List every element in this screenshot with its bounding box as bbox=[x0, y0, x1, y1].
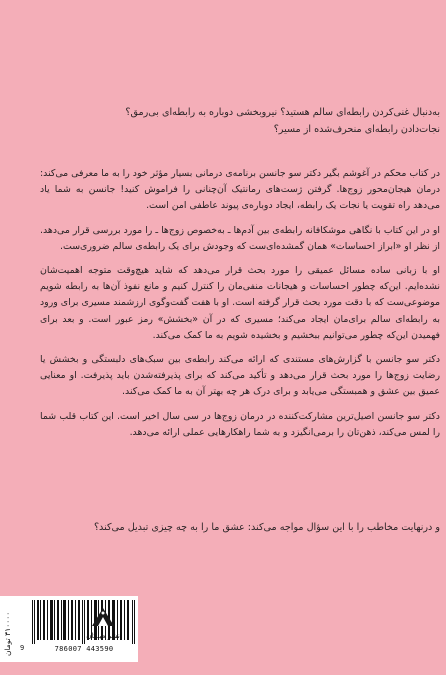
blurb-paragraph-4: دکتر سو جانسن با گزارش‌های مستندی که ارائه می‌کند رابطه‌ی بین سبک‌های دلبستگی و بخشش یا رضایت زوج‌ها را مورد بحث قرار می‌دهد و تأکید می‌کند که برای پذیرفته‌شدن باید پذیرفت. او معنایی عمیق بین عشق و همبستگی می‌یابد و برای درک هر چه بهتر آن به ما کمک می‌کند. bbox=[40, 354, 440, 398]
intro-line-2: نجات‌دادن رابطه‌ای منحرف‌شده از مسیر؟ bbox=[273, 124, 440, 135]
blurb-paragraph-2: او در این کتاب با نگاهی موشکافانه رابطه‌ی بین آدم‌ها ـ به‌خصوص زوج‌ها ـ را مورد بررسی قرار می‌دهد. از نظر او «ابراز احساسات» همان گمشده‌ای‌ست که وجودش برای یک رابطه‌ی سالم ضروری‌ست. bbox=[40, 224, 440, 252]
intro-line-1: به‌دنبال غنی‌کردن رابطه‌ای سالم هستید؟ نیروبخشی دوباره به رابطه‌ای بی‌رمق؟ bbox=[125, 107, 440, 118]
barcode-number: 786007 443590 bbox=[54, 645, 114, 653]
price-label bbox=[0, 596, 19, 662]
price-text: ۳۱۰۰۰۰ تومان bbox=[3, 611, 12, 656]
barcode bbox=[18, 596, 138, 662]
publisher-name: نشر میلکان bbox=[86, 632, 120, 640]
blurb-paragraph-1: در کتاب محکم در آغوشم بگیر دکتر سو جانسن برنامه‌ی درمانی بسیار مؤثر خود را به ما معرفی می‌کند: درمان هیجان‌محور زوج‌ها. گرفتن ژست‌های رمانتیک آن‌چنانی را فراموش کنید! جانسن به شما یاد می‌دهد راه تقویت یا نجات یک رابطه، ایجاد دوباره‌ی پیوند عاطفی امن است. bbox=[40, 168, 440, 212]
barcode-bars bbox=[32, 600, 136, 644]
publisher-logo-icon bbox=[90, 604, 116, 630]
intro-questions bbox=[40, 104, 440, 138]
blurb-paragraph-5: دکتر سو جانسن اصیل‌ترین مشارکت‌کننده در درمان زوج‌ها در سی سال اخیر است. این کتاب قلب شما را لمس می‌کند، ذهن‌تان را برمی‌انگیزد و به شما راهکارهایی عملی ارائه می‌دهد. bbox=[40, 410, 440, 438]
barcode-lead-digit: 9 bbox=[20, 644, 25, 652]
blurb-body bbox=[40, 166, 440, 449]
blurb-paragraph-3: او با زبانی ساده مسائل عمیقی را مورد بحث قرار می‌دهد که شاید هیچ‌وقت متوجه اهمیت‌شان نشده‌ایم. این‌که چطور احساسات و هیجانات منفی‌مان را کنترل کنیم و مانع نفوذ آن‌ها به رابطه شویم موضوعی‌ست که با دقت مورد بحث قرار گرفته است. او با هفت گفت‌وگوی ارزشمند مسیری برای ورود به رابطه‌ای سالم برای‌مان ایجاد می‌کند؛ مسیری که در آن «بخشش» رمز عبور است. و بعد برای فهمیدن این‌که چطور می‌توانیم ببخشیم و بخشیده شویم به ما کمک می‌کند. bbox=[40, 265, 440, 341]
closing-question: و درنهایت مخاطب را با این سؤال مواجه می‌کند: عشق ما را به چه چیزی تبدیل می‌کند؟ bbox=[93, 522, 440, 533]
publisher-logo bbox=[86, 604, 120, 656]
